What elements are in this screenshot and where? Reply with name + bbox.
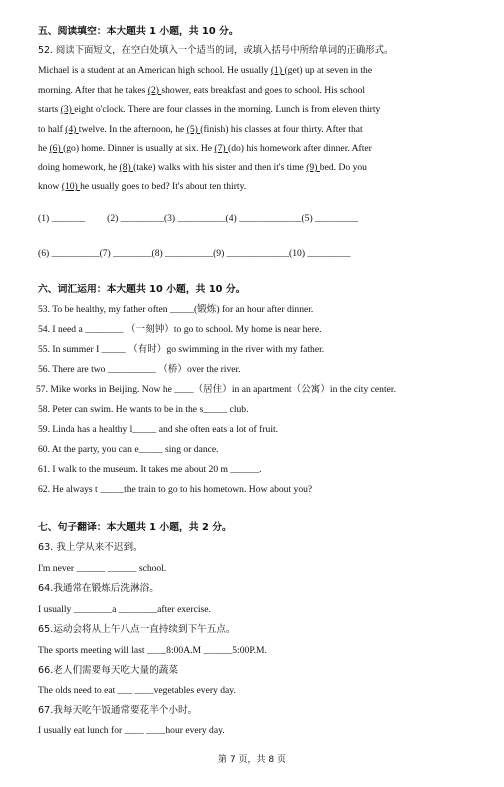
passage-line: morning. After that he takes (2) shower, eats breakfast and goes to school. His school [38, 85, 366, 96]
q67-answer: I usually eat lunch for ____ ____hour every day. [38, 725, 225, 736]
passage-line: starts (3) eight o'clock. There are four classes in the morning. Lunch is from eleven thirty [38, 104, 381, 115]
answer-row-1: (1) _______ (2) _________(3) __________(4) _____________(5) _________ [38, 213, 359, 224]
q65-prompt: 65.运动会将从上午八点一直持续到下午五点。 [38, 624, 236, 635]
section5-title: 五、阅读填空：本大题共 1 小题，共 10 分。 [38, 26, 239, 37]
q56: 56. There are two __________ （桥）over the river. [38, 364, 241, 375]
q53: 53. To be healthy, my father often _____(锻炼) for an hour after dinner. [38, 304, 314, 315]
q63-answer: I'm never ______ ______ school. [38, 563, 167, 574]
q65-answer: The sports meeting will last ____8:00A.M ______5:00P.M. [38, 645, 267, 656]
passage-line: doing homework, he (8) (take) walks with his sister and then it's time (9) bed. Do you [38, 162, 367, 173]
q60: 60. At the party, you can e_____ sing or dance. [38, 444, 219, 455]
q66-answer: The olds need to eat ___ ____vegetables every day. [38, 685, 236, 696]
passage-line: he (6) (go) home. Dinner is usually at six. He (7) (do) his homework after dinner. After [38, 143, 372, 154]
page-number: 第 7 页，共 8 页 [218, 755, 286, 765]
q64-prompt: 64.我通常在锻炼后洗淋浴。 [38, 583, 159, 594]
passage-line: to half (4) twelve. In the afternoon, he (5) (finish) his classes at four thirty. After that [38, 124, 363, 135]
q67-prompt: 67.我每天吃午饭通常要花半个小时。 [38, 705, 198, 716]
q58: 58. Peter can swim. He wants to be in the s_____ club. [38, 404, 249, 415]
q55: 55. In summer I _____ （有时）go swimming in the river with my father. [38, 344, 325, 355]
section6-title: 六、词汇运用：本大题共 10 小题，共 10 分。 [38, 284, 246, 295]
section7-title: 七、句子翻译：本大题共 1 小题，共 2 分。 [38, 522, 232, 533]
q66-prompt: 66.老人们需要每天吃大量的蔬菜 [38, 665, 178, 676]
q54: 54. I need a ________ （一刻钟）to go to school. My home is near here. [38, 324, 322, 335]
passage-line: Michael is a student at an American high school. He usually (1) (get) up at seven in the [38, 65, 373, 76]
q63-prompt: 63. 我上学从来不迟到。 [38, 542, 143, 553]
q61: 61. I walk to the museum. It takes me about 20 m ______. [38, 464, 262, 475]
q52-instruction: 52. 阅读下面短文，在空白处填入一个适当的词，或填入括号中所给单词的正确形式。 [38, 45, 394, 56]
q62: 62. He always t _____the train to go to his hometown. How about you? [38, 484, 313, 495]
answer-row-2: (6) __________(7) ________(8) __________(9) _____________(10) _________ [38, 248, 351, 259]
q64-answer: I usually ________a ________after exercise. [38, 604, 211, 615]
q59: 59. Linda has a healthy l_____ and she often eats a lot of fruit. [38, 424, 279, 435]
q57: 57. Mike works in Beijing. Now he ____（居住）in an apartment（公寓）in the city center. [36, 384, 396, 395]
passage-line: know (10) he usually goes to bed? It's about ten thirty. [38, 181, 247, 192]
